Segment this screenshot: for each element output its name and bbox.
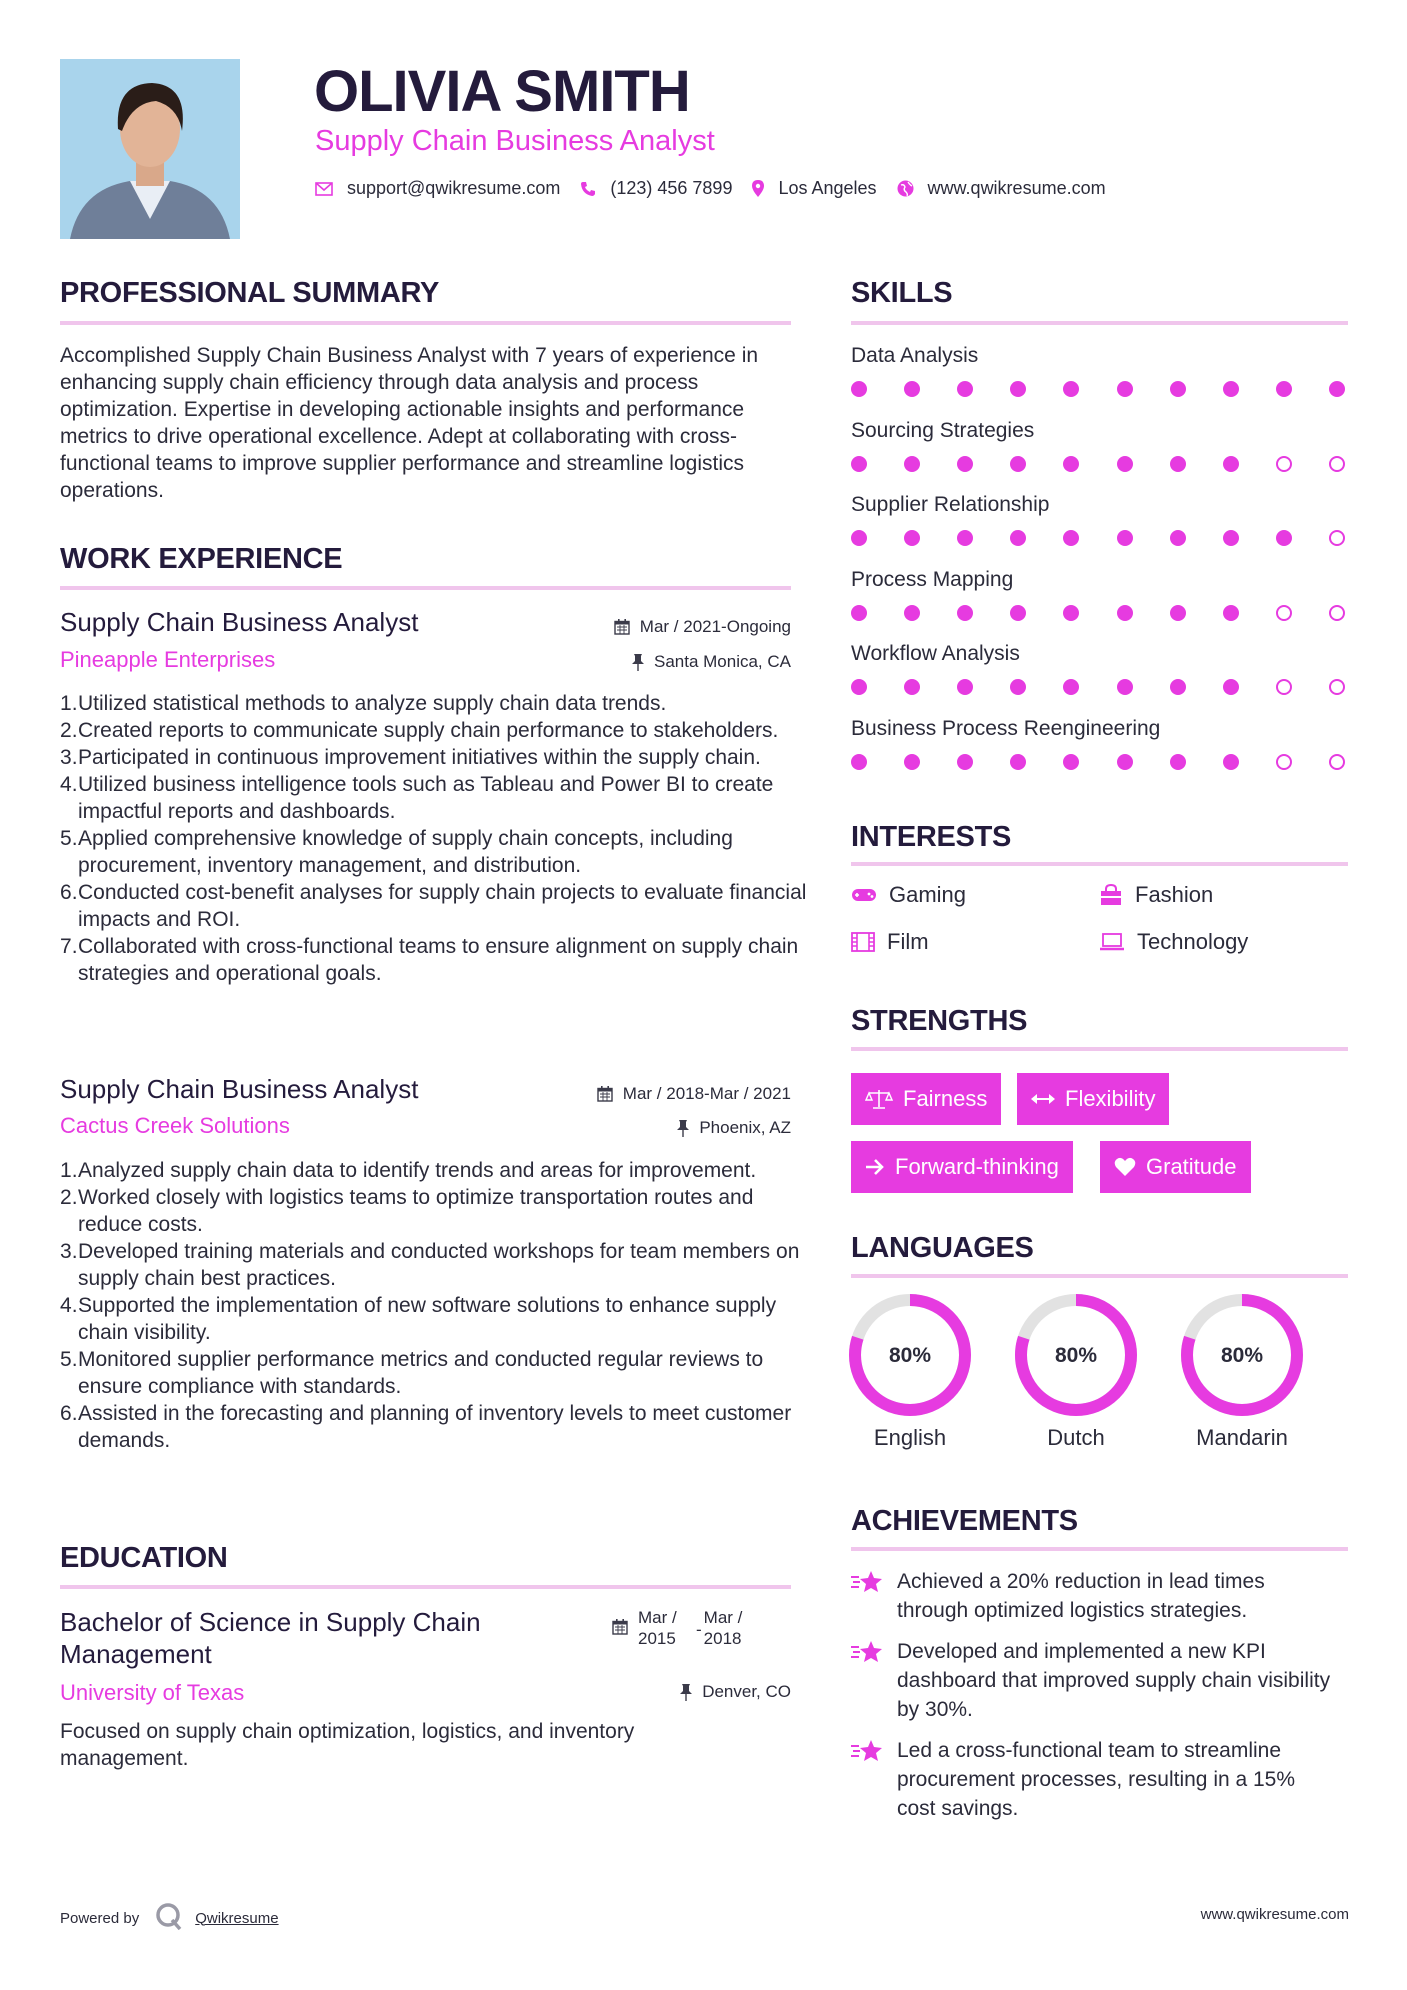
rating-dot-filled: [1170, 456, 1186, 472]
education-end-date: [704, 1607, 743, 1649]
list-item: Created reports to communicate supply chain performance to stakeholders.: [78, 719, 779, 742]
rating-dot-filled: [1010, 679, 1026, 695]
footer-website[interactable]: www.qwikresume.com: [1200, 1906, 1349, 1923]
rating-dot-empty: [1276, 679, 1292, 695]
education-description: Focused on supply chain optimization, logistics, and inventory management.: [60, 1720, 635, 1770]
rating-dot-filled: [904, 754, 920, 770]
ring-percent-label: 80%: [1220, 1344, 1264, 1367]
rating-dot-empty: [1276, 605, 1292, 621]
rating-dot-filled: [1117, 381, 1133, 397]
shooting-star-icon: [851, 1637, 883, 1724]
ring-percent-label: 80%: [1054, 1344, 1098, 1367]
skill-label: Workflow Analysis: [851, 642, 1020, 665]
achievements-divider: [851, 1547, 1348, 1551]
rating-dot-filled: [904, 679, 920, 695]
qwikresume-logo-icon: [155, 1902, 183, 1934]
contact-location: [752, 178, 876, 199]
rating-dot-empty: [1329, 754, 1345, 770]
rating-dot-filled: [1010, 530, 1026, 546]
rating-dot-filled: [1223, 605, 1239, 621]
summary-divider: [60, 321, 791, 325]
email-text: support@qwikresume.com: [347, 178, 561, 198]
education-location-text: Denver, CO: [702, 1682, 791, 1701]
candidate-title: Supply Chain Business Analyst: [315, 125, 715, 157]
interest-label: Fashion: [1135, 882, 1214, 907]
rating-dot-filled: [1063, 605, 1079, 621]
language-progress-ring: [1180, 1293, 1304, 1417]
gamepad-icon: [851, 887, 877, 903]
list-item: Conducted cost-benefit analyses for supply chain projects to evaluate financial impacts and ROI.: [78, 881, 807, 931]
education-location: [680, 1682, 791, 1702]
globe-icon: [897, 180, 914, 197]
arrow-right-icon: [865, 1158, 885, 1176]
rating-dot-filled: [851, 530, 867, 546]
envelope-icon: [315, 182, 333, 196]
rating-dot-filled: [1063, 679, 1079, 695]
map-pin-icon: [752, 180, 764, 197]
strengths-divider: [851, 1047, 1348, 1051]
education-end-month: Mar /: [703, 1608, 743, 1627]
job-2-dates: [597, 1084, 791, 1104]
job-2-company: Cactus Creek Solutions: [60, 1113, 290, 1138]
rating-dot-filled: [1117, 456, 1133, 472]
rating-dot-filled: [1170, 679, 1186, 695]
rating-dot-filled: [1063, 754, 1079, 770]
strength-forward-thinking: [851, 1141, 1073, 1193]
degree-title: [60, 1606, 580, 1670]
summary-heading: PROFESSIONAL SUMMARY: [60, 277, 440, 309]
skill-label: Supplier Relationship: [851, 493, 1050, 516]
rating-dot-filled: [1010, 605, 1026, 621]
job-1-company: Pineapple Enterprises: [60, 647, 276, 672]
rating-dot-filled: [904, 381, 920, 397]
powered-by-text: Powered by: [60, 1909, 140, 1927]
interest-gaming: [851, 882, 966, 908]
balance-scale-icon: [865, 1089, 893, 1109]
work-divider: [60, 586, 791, 590]
strength-gratitude: [1100, 1141, 1251, 1193]
rating-dot-empty: [1276, 754, 1292, 770]
contact-phone[interactable]: [580, 178, 732, 199]
heart-icon: [1114, 1157, 1136, 1177]
strength-flexibility: [1017, 1073, 1169, 1125]
job-2-location: [677, 1118, 791, 1138]
strength-label: Fairness: [903, 1086, 988, 1111]
achievement-text: Led a cross-functional team to streamline procurement processes, resulting in a 15% cost savings.: [897, 1739, 1296, 1820]
rating-dot-filled: [1117, 530, 1133, 546]
rating-dot-empty: [1329, 679, 1345, 695]
job-2-location-text: Phoenix, AZ: [699, 1118, 791, 1137]
arrows-horizontal-icon: [1031, 1093, 1055, 1105]
language-item: [1177, 1293, 1307, 1451]
language-name: Dutch: [1047, 1425, 1105, 1450]
phone-icon: [580, 181, 596, 197]
location-text: Los Angeles: [778, 178, 877, 198]
skills-heading: SKILLS: [851, 277, 953, 309]
degree-title-line-2: Management: [60, 1639, 212, 1669]
strengths-heading: STRENGTHS: [851, 1005, 1028, 1037]
rating-dot-empty: [1276, 456, 1292, 472]
list-item: Assisted in the forecasting and planning of inventory levels to meet customer demands.: [78, 1402, 792, 1452]
rating-dot-filled: [1063, 530, 1079, 546]
film-icon: [851, 932, 875, 952]
job-1-location-text: Santa Monica, CA: [653, 652, 791, 671]
interest-film: [851, 929, 929, 955]
skills-divider: [851, 321, 1348, 325]
job-1-dates-text: Mar / 2021-Ongoing: [639, 617, 791, 636]
rating-dot-filled: [851, 381, 867, 397]
rating-dot-empty: [1329, 530, 1345, 546]
school-name: University of Texas: [60, 1680, 245, 1705]
list-item: Monitored supplier performance metrics and conducted regular reviews to ensure compliance with standards.: [78, 1348, 764, 1398]
rating-dot-filled: [957, 754, 973, 770]
education-start-year: 2015: [638, 1629, 676, 1648]
skill-label: Business Process Reengineering: [851, 716, 1161, 740]
list-item: Applied comprehensive knowledge of supply chain concepts, including procurement, inventory management, and distribution.: [78, 827, 733, 877]
rating-dot-empty: [1329, 605, 1345, 621]
achievement-text: Achieved a 20% reduction in lead times through optimized logistics strategies.: [897, 1570, 1265, 1622]
calendar-icon: [612, 1619, 628, 1649]
brand-link[interactable]: Qwikresume: [195, 1909, 279, 1927]
rating-dot-filled: [904, 456, 920, 472]
languages-heading: LANGUAGES: [851, 1232, 1034, 1264]
list-item: Utilized statistical methods to analyze supply chain data trends.: [78, 692, 667, 715]
rating-dot-filled: [851, 605, 867, 621]
rating-dot-filled: [1223, 754, 1239, 770]
interests-divider: [851, 862, 1348, 866]
rating-dot-filled: [1223, 679, 1239, 695]
list-item: Worked closely with logistics teams to optimize transportation routes and reduce costs.: [78, 1186, 754, 1236]
education-start-month: Mar /: [638, 1608, 677, 1627]
work-heading: WORK EXPERIENCE: [60, 543, 343, 575]
rating-dot-filled: [1223, 381, 1239, 397]
rating-dot-filled: [1063, 456, 1079, 472]
interest-fashion: [1099, 882, 1213, 908]
rating-dot-filled: [1063, 381, 1079, 397]
job-1-dates: [614, 617, 791, 637]
strength-fairness: [851, 1073, 1001, 1125]
rating-dot-filled: [1117, 754, 1133, 770]
skill-label: Data Analysis: [851, 344, 979, 367]
list-item: Utilized business intelligence tools such as Tableau and Power BI to create impactful reports and dashboards.: [78, 773, 774, 823]
job-1-location: [632, 652, 791, 672]
candidate-name: OLIVIA SMITH: [314, 59, 690, 124]
job-2-dates-text: Mar / 2018-Mar / 2021: [622, 1084, 791, 1103]
rating-dot-filled: [957, 679, 973, 695]
phone-text: (123) 456 7899: [610, 178, 733, 198]
education-divider: [60, 1585, 791, 1589]
skill-label: Process Mapping: [851, 567, 1014, 591]
rating-dot-filled: [1329, 381, 1345, 397]
achievements-heading: ACHIEVEMENTS: [851, 1505, 1078, 1537]
job-2-title: Supply Chain Business Analyst: [60, 1074, 419, 1104]
rating-dot-filled: [1276, 381, 1292, 397]
rating-dot-filled: [851, 754, 867, 770]
rating-dot-filled: [1276, 530, 1292, 546]
list-item: Participated in continuous improvement initiatives within the supply chain.: [78, 746, 761, 769]
rating-dot-filled: [957, 381, 973, 397]
achievement-item: [851, 1567, 1337, 1625]
achievement-text: Developed and implemented a new KPI dashboard that improved supply chain visibility by 30%.: [897, 1640, 1331, 1721]
interest-label: Technology: [1137, 929, 1249, 954]
pushpin-icon: [680, 1684, 692, 1701]
degree-title-line-1: Bachelor of Science in Supply Chain: [60, 1607, 481, 1637]
rating-dot-filled: [904, 530, 920, 546]
ring-percent-label: 80%: [888, 1344, 932, 1367]
skill-label: Sourcing Strategies: [851, 418, 1035, 442]
rating-dot-empty: [1329, 456, 1345, 472]
education-start-date: [638, 1607, 696, 1649]
education-date-separator: -: [696, 1620, 702, 1639]
rating-dot-filled: [1117, 605, 1133, 621]
rating-dot-filled: [1170, 754, 1186, 770]
job-1-title: Supply Chain Business Analyst: [60, 607, 419, 637]
job-2-bullets: [60, 1157, 813, 1454]
shooting-star-icon: [851, 1567, 883, 1625]
achievement-item: [851, 1637, 1337, 1724]
list-item: Collaborated with cross-functional teams to ensure alignment on supply chain strategies and operational goals.: [78, 935, 799, 985]
rating-dot-filled: [1117, 679, 1133, 695]
language-item: [1011, 1293, 1141, 1451]
list-item: Analyzed supply chain data to identify trends and areas for improvement.: [78, 1159, 757, 1182]
strength-label: Flexibility: [1065, 1086, 1156, 1111]
website-text: www.qwikresume.com: [927, 178, 1106, 198]
footer-powered-by: [60, 1902, 279, 1934]
list-item: Supported the implementation of new software solutions to enhance supply chain visibility.: [78, 1294, 777, 1344]
rating-dot-filled: [1223, 456, 1239, 472]
rating-dot-filled: [1010, 381, 1026, 397]
calendar-icon: [614, 619, 630, 635]
languages-divider: [851, 1274, 1348, 1278]
interest-label: Gaming: [889, 882, 967, 907]
rating-dot-filled: [957, 456, 973, 472]
summary-text: Accomplished Supply Chain Business Analyst with 7 years of experience in enhancing supply chain efficiency through data analysis and process optimization. Expertise in developing actionable insights and performance metrics to drive operational excellence. Adept at collaborating with cross-functional teams to improve supplier performance and streamline logistics operations.: [60, 344, 759, 502]
laptop-icon: [1099, 933, 1125, 951]
interest-technology: [1099, 929, 1248, 955]
language-progress-ring: [848, 1293, 972, 1417]
shopping-bag-icon: [1099, 884, 1123, 906]
interest-label: Film: [887, 929, 929, 954]
rating-dot-filled: [851, 679, 867, 695]
language-item: [845, 1293, 975, 1451]
rating-dot-filled: [957, 605, 973, 621]
rating-dot-filled: [1010, 456, 1026, 472]
rating-dot-filled: [1223, 530, 1239, 546]
profile-photo: [60, 59, 240, 239]
education-heading: EDUCATION: [60, 1542, 228, 1574]
rating-dot-filled: [1010, 754, 1026, 770]
strength-label: Gratitude: [1146, 1154, 1237, 1179]
achievement-item: [851, 1736, 1337, 1823]
calendar-icon: [597, 1086, 613, 1102]
education-end-year: 2018: [703, 1629, 742, 1648]
contact-website[interactable]: [897, 178, 1106, 199]
rating-dot-filled: [1170, 381, 1186, 397]
rating-dot-filled: [851, 456, 867, 472]
contact-row: [315, 178, 1126, 199]
rating-dot-filled: [1170, 530, 1186, 546]
contact-email[interactable]: [315, 178, 560, 199]
pushpin-icon: [632, 654, 644, 671]
shooting-star-icon: [851, 1736, 883, 1823]
rating-dot-filled: [904, 605, 920, 621]
pushpin-icon: [677, 1120, 689, 1137]
language-progress-ring: [1014, 1293, 1138, 1417]
education-dates: [612, 1607, 742, 1649]
person-portrait-icon: [60, 59, 240, 239]
rating-dot-filled: [1170, 605, 1186, 621]
interests-heading: INTERESTS: [851, 821, 1012, 853]
language-name: Mandarin: [1196, 1425, 1288, 1450]
list-item: Developed training materials and conducted workshops for team members on supply chain best practices.: [78, 1240, 800, 1290]
rating-dot-filled: [957, 530, 973, 546]
language-name: English: [873, 1425, 947, 1450]
job-1-bullets: [60, 690, 813, 987]
strength-label: Forward-thinking: [895, 1154, 1059, 1179]
